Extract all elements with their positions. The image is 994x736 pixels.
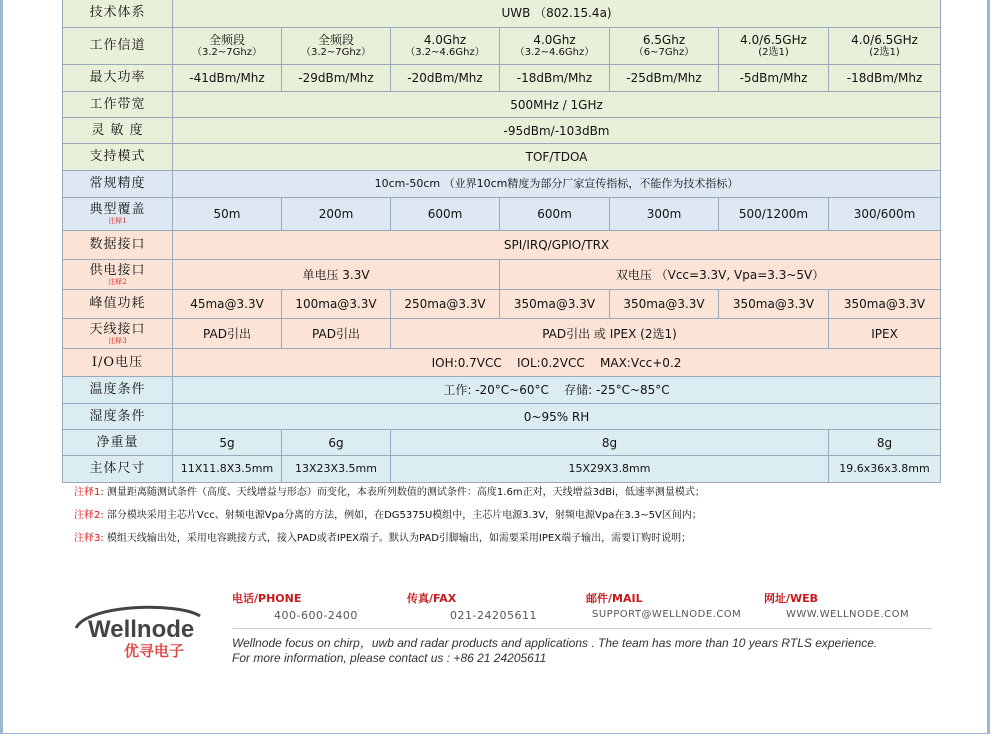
power-cell: -5dBm/Mhz	[719, 65, 829, 92]
mail-value[interactable]: SUPPORT@WELLNODE.COM	[592, 609, 742, 620]
phone-value: 400-600-2400	[274, 609, 358, 622]
power-cell: -20dBm/Mhz	[391, 65, 500, 92]
coverage-cell: 600m	[391, 198, 500, 231]
slogan	[232, 636, 877, 666]
coverage-cell: 200m	[282, 198, 391, 231]
peak-label: 峰值功耗	[63, 290, 173, 319]
row-tech	[63, 0, 941, 28]
humidity-label: 湿度条件	[63, 404, 173, 430]
peak-cell: 100ma@3.3V	[282, 290, 391, 319]
antenna-mid: PAD引出 或 IPEX (2选1)	[391, 319, 829, 349]
io-label: I/O电压	[63, 349, 173, 377]
note-2	[74, 509, 705, 532]
weight-cell: 8g	[829, 430, 941, 456]
weight-cell: 6g	[282, 430, 391, 456]
size-label: 主体尺寸	[63, 456, 173, 483]
note-tag: 注释3:	[74, 533, 104, 544]
peak-cell: 350ma@3.3V	[829, 290, 941, 319]
coverage-note: 注释1	[108, 217, 127, 225]
logo-wordmark: Wellnode	[88, 616, 195, 643]
size-cell: 19.6x36x3.8mm	[829, 456, 941, 483]
antenna-label: 天线接口 注释3	[63, 319, 173, 349]
channel-cell: 4.0Ghz （3.2~4.6Ghz）	[391, 28, 500, 65]
notes	[74, 486, 705, 555]
temp-value: 工作: -20°C~60°C 存储: -25°C~85°C	[173, 377, 941, 404]
peak-cell: 350ma@3.3V	[610, 290, 719, 319]
power-cell: -18dBm/Mhz	[829, 65, 941, 92]
web-value[interactable]: WWW.WELLNODE.COM	[786, 609, 910, 620]
channel-cell: 4.0/6.5GHz (2选1)	[829, 28, 941, 65]
row-antenna	[63, 319, 941, 349]
footer-divider	[232, 628, 932, 629]
power-cell: -41dBm/Mhz	[173, 65, 282, 92]
row-bandwidth	[63, 92, 941, 118]
slogan-line-1: Wellnode focus on chirp，uwb and radar products and applications . The team has more than 10 years RTLS experience.	[232, 636, 878, 650]
note-3	[74, 532, 705, 555]
antenna-note: 注释3	[108, 336, 127, 345]
coverage-cell: 500/1200m	[719, 198, 829, 231]
note-tag: 注释1:	[74, 487, 104, 498]
mode-label: 支持模式	[63, 144, 173, 171]
power-cell: -29dBm/Mhz	[282, 65, 391, 92]
wellnode-logo	[68, 598, 208, 658]
footer	[62, 584, 940, 674]
weight-cell: 5g	[173, 430, 282, 456]
channel-cell: 全频段 （3.2~7Ghz）	[282, 28, 391, 65]
row-interface	[63, 231, 941, 260]
row-sensitivity	[63, 118, 941, 144]
peak-cell: 350ma@3.3V	[500, 290, 610, 319]
antenna-cell: PAD引出	[173, 319, 282, 349]
sensitivity-value: -95dBm/-103dBm	[173, 118, 941, 144]
bandwidth-label: 工作带宽	[63, 92, 173, 118]
channel-cell: 全频段 （3.2~7Ghz）	[173, 28, 282, 65]
slogan-line-2: For more information, please contact us : +86 21 24205611	[232, 651, 547, 665]
row-humidity	[63, 404, 941, 430]
peak-cell: 250ma@3.3V	[391, 290, 500, 319]
logo-cn: 优寻电子	[124, 642, 185, 658]
note-text: 测量距离随测试条件（高度、天线增益与形态）而变化，本表所列数值的测试条件：高度1.6m正对，天线增益3dBi，低速率测量模式；	[106, 487, 705, 498]
row-temp	[63, 377, 941, 404]
bandwidth-value: 500MHz / 1GHz	[173, 92, 941, 118]
interface-label: 数据接口	[63, 231, 173, 260]
row-power	[63, 65, 941, 92]
row-accuracy	[63, 171, 941, 198]
accuracy-label: 常规精度	[63, 171, 173, 198]
antenna-last: IPEX	[829, 319, 941, 349]
note-text: 部分模块采用主芯片Vcc、射频电源Vpa分离的方法，例如，在DG5375U模组中，主芯片电源3.3V，射频电源Vpa在3.3~5V区间内；	[106, 510, 702, 521]
row-channel	[63, 28, 941, 65]
weight-cell: 8g	[391, 430, 829, 456]
temp-label: 温度条件	[63, 377, 173, 404]
mail-label: 邮件/MAIL	[586, 592, 643, 605]
accuracy-value: 10cm-50cm （业界10cm精度为部分厂家宣传指标，不能作为技术指标）	[173, 171, 941, 198]
row-weight	[63, 430, 941, 456]
row-supply	[63, 260, 941, 290]
channel-cell: 6.5Ghz （6~7Ghz）	[610, 28, 719, 65]
row-io	[63, 349, 941, 377]
tech-label: 技术体系	[63, 0, 173, 28]
antenna-cell: PAD引出	[282, 319, 391, 349]
channel-cell: 4.0/6.5GHz (2选1)	[719, 28, 829, 65]
peak-cell: 350ma@3.3V	[719, 290, 829, 319]
coverage-label: 典型覆盖 注释1	[63, 198, 173, 231]
supply-single: 单电压 3.3V	[173, 260, 500, 290]
power-cell: -25dBm/Mhz	[610, 65, 719, 92]
weight-label: 净重量	[63, 430, 173, 456]
supply-dual: 双电压 （Vcc=3.3V, Vpa=3.3~5V）	[500, 260, 941, 290]
coverage-cell: 50m	[173, 198, 282, 231]
row-peak	[63, 290, 941, 319]
supply-label: 供电接口 注释2	[63, 260, 173, 290]
coverage-cell: 600m	[500, 198, 610, 231]
tech-value: UWB （802.15.4a)	[173, 0, 941, 28]
power-cell: -18dBm/Mhz	[500, 65, 610, 92]
supply-note: 注释2	[108, 277, 127, 286]
size-cell: 15X29X3.8mm	[391, 456, 829, 483]
mode-value: TOF/TDOA	[173, 144, 941, 171]
coverage-cell: 300/600m	[829, 198, 941, 231]
peak-cell: 45ma@3.3V	[173, 290, 282, 319]
sensitivity-label: 灵 敏 度	[63, 118, 173, 144]
row-coverage	[63, 198, 941, 231]
row-size	[63, 456, 941, 483]
spec-table	[62, 0, 941, 483]
interface-value: SPI/IRQ/GPIO/TRX	[173, 231, 941, 260]
web-label: 网址/WEB	[764, 592, 819, 605]
io-value: IOH:0.7VCC IOL:0.2VCC MAX:Vcc+0.2	[173, 349, 941, 377]
channel-label: 工作信道	[63, 28, 173, 65]
power-label: 最大功率	[63, 65, 173, 92]
note-text: 模组天线输出处，采用电容跳接方式，接入PAD或者IPEX端子。默认为PAD引脚输出，如需要采用IPEX端子输出，需要订购时说明；	[106, 533, 692, 544]
note-1	[74, 486, 705, 509]
row-mode	[63, 144, 941, 171]
humidity-value: 0~95% RH	[173, 404, 941, 430]
fax-value: 021-24205611	[450, 609, 537, 622]
fax-label: 传真/FAX	[407, 592, 457, 605]
coverage-cell: 300m	[610, 198, 719, 231]
note-tag: 注释2:	[74, 510, 104, 521]
size-cell: 13X23X3.5mm	[282, 456, 391, 483]
size-cell: 11X11.8X3.5mm	[173, 456, 282, 483]
phone-label: 电话/PHONE	[232, 592, 302, 605]
channel-cell: 4.0Ghz （3.2~4.6Ghz）	[500, 28, 610, 65]
